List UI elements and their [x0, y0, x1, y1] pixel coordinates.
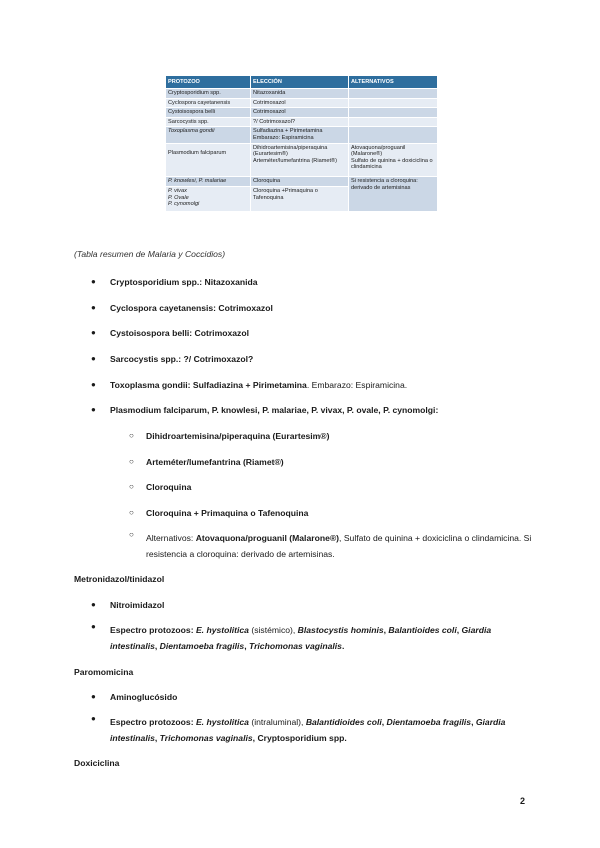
- alt-bold: Atovaquona/proguanil (Malarone®): [195, 533, 340, 543]
- table-cell: [349, 98, 438, 108]
- table-cell: P. vivax P. Ovale P. cynomolgi: [166, 186, 251, 211]
- table-cell: [349, 117, 438, 127]
- separator: ,: [456, 625, 462, 635]
- table-caption: (Tabla resumen de Malaria y Coccidios): [74, 249, 226, 259]
- bullet-icon: ●: [91, 328, 96, 337]
- list-item-text: Cryptosporidium spp.: Nitazoxanida: [110, 277, 258, 287]
- table-cell: Cyclospora cayetanensis: [166, 98, 251, 108]
- table-cell: Dihidroartemisina/piperaquina (Eurartesim®) Arteméter/lumefantrina (Riamet®): [251, 143, 349, 177]
- circle-bullet-icon: ○: [129, 530, 134, 539]
- table-cell: Plasmodium falciparum: [166, 143, 251, 177]
- list-item-text: Plasmodium falciparum, P. knowlesi, P. malariae, P. vivax, P. ovale, P. cynomolgi:: [110, 405, 439, 415]
- organism: Dientamoeba fragilis: [386, 717, 472, 727]
- sub-list-item-text: Dihidroartemisina/piperaquina (Eurartesim®): [146, 431, 330, 441]
- bullet-icon: ●: [91, 622, 96, 631]
- organism: E. hystolitica: [195, 625, 249, 635]
- table-cell: Cryptosporidium spp.: [166, 89, 251, 99]
- table-cell: P. knowlesi, P. malariae: [166, 177, 251, 187]
- sub-list-item-text: [146, 530, 535, 562]
- table-cell: [349, 108, 438, 118]
- table-cell: Cloroquina: [251, 177, 349, 187]
- table-cell: Si resistencia a cloroquina: derivado de artemisinas: [349, 177, 438, 211]
- table-row: [166, 98, 438, 108]
- bullet-icon: ●: [91, 692, 96, 701]
- summary-table: [165, 75, 438, 212]
- table-row: [166, 127, 438, 143]
- circle-bullet-icon: ○: [129, 431, 134, 440]
- alt-prefix: Alternativos:: [146, 533, 196, 543]
- separator: (sistémico),: [248, 625, 298, 635]
- list-item-text: [110, 622, 527, 654]
- organism: Giardia intestinalis: [110, 717, 506, 743]
- list-item-text: Nitroimidazol: [110, 600, 165, 610]
- bullet-icon: ●: [91, 714, 96, 723]
- bullet-icon: ●: [91, 600, 96, 609]
- table-cell: Sarcocystis spp.: [166, 117, 251, 127]
- separator: ,: [154, 641, 160, 651]
- table-row: [166, 177, 438, 187]
- circle-bullet-icon: ○: [129, 457, 134, 466]
- organism: Trichomonas vaginalis: [248, 641, 342, 651]
- sub-list-item-text: Cloroquina: [146, 482, 192, 492]
- separator: (intraluminal),: [248, 717, 306, 727]
- section-heading-paromomicina: Paromomicina: [74, 667, 134, 677]
- list-item-text: [110, 714, 527, 746]
- page-number: 2: [520, 796, 526, 806]
- list-item-text: Sarcocystis spp.: ?/ Cotrimoxazol?: [110, 354, 254, 364]
- table-header-eleccion: ELECCIÓN: [251, 76, 349, 89]
- bullet-icon: ●: [91, 405, 96, 414]
- table-header-protozoo: PROTOZOO: [166, 76, 251, 89]
- table-cell: [349, 127, 438, 143]
- list-item-text: [110, 380, 407, 390]
- list-item-text: Cystoisospora belli: Cotrimoxazol: [110, 328, 249, 338]
- bullet-icon: ●: [91, 303, 96, 312]
- section-heading-doxiciclina: Doxiciclina: [74, 758, 120, 768]
- table-cell: Sulfadiazina + Pirimetamina Embarazo: Espiramicina: [251, 127, 349, 143]
- separator: ,: [383, 625, 389, 635]
- bullet-icon: ●: [91, 354, 96, 363]
- table-cell: Cloroquina +Primaquina o Tafenoquina: [251, 186, 349, 211]
- list-item-text: Aminoglucósido: [110, 692, 178, 702]
- sub-list-item-text: Cloroquina + Primaquina o Tafenoquina: [146, 508, 309, 518]
- sub-list-item-text: Arteméter/lumefantrina (Riamet®): [146, 457, 284, 467]
- spectrum-label: Espectro protozoos:: [110, 717, 196, 727]
- separator: ,: [154, 733, 160, 743]
- table-cell: Cotrimoxazol: [251, 108, 349, 118]
- table-header-row: [166, 76, 438, 89]
- alt-rest: , Sulfato de quinina + doxiciclina o clindamicina. Si resistencia a cloroquina: derivado de artemisinas.: [146, 533, 532, 559]
- separator: ,: [471, 717, 476, 727]
- spectrum-label: Espectro protozoos:: [110, 625, 196, 635]
- separator: .: [341, 641, 345, 651]
- table-cell: Cystoisospora belli: [166, 108, 251, 118]
- table-row: [166, 117, 438, 127]
- table-cell: Nitazoxanida: [251, 89, 349, 99]
- toxo-rest: . Embarazo: Espiramicina.: [306, 380, 408, 390]
- table-row: [166, 143, 438, 177]
- organism: Cryptosporidium spp.: [257, 733, 347, 743]
- bullet-icon: ●: [91, 277, 96, 286]
- table-cell: ?/ Cotrimoxazol?: [251, 117, 349, 127]
- separator: ,: [381, 717, 387, 727]
- separator: ,: [244, 641, 249, 651]
- table-header-alternativos: ALTERNATIVOS: [349, 76, 438, 89]
- table-cell: Toxoplasma gondii: [166, 127, 251, 143]
- list-item-text: Cyclospora cayetanensis: Cotrimoxazol: [110, 303, 273, 313]
- section-heading-metronidazol: Metronidazol/tinidazol: [74, 574, 165, 584]
- table-row: [166, 89, 438, 99]
- separator: ,: [252, 733, 258, 743]
- table-cell: Atovaquona/proguanil (Malarone®) Sulfato de quinina + doxiciclina o clindamicina: [349, 143, 438, 177]
- organism: Dientamoeba fragilis: [159, 641, 245, 651]
- bullet-icon: ●: [91, 380, 96, 389]
- organism: Blastocystis hominis: [297, 625, 384, 635]
- table-row: [166, 108, 438, 118]
- organism: Trichomonas vaginalis: [159, 733, 253, 743]
- organism: Balantidioides coli: [305, 717, 382, 727]
- organism: E. hystolitica: [195, 717, 249, 727]
- toxo-bold: Toxoplasma gondii: Sulfadiazina + Pirimetamina: [110, 380, 307, 390]
- circle-bullet-icon: ○: [129, 482, 134, 491]
- circle-bullet-icon: ○: [129, 508, 134, 517]
- organism: Balantioides coli: [388, 625, 457, 635]
- table-cell: [349, 89, 438, 99]
- organism: Giardia intestinalis: [110, 625, 492, 651]
- table-cell: Cotrimoxazol: [251, 98, 349, 108]
